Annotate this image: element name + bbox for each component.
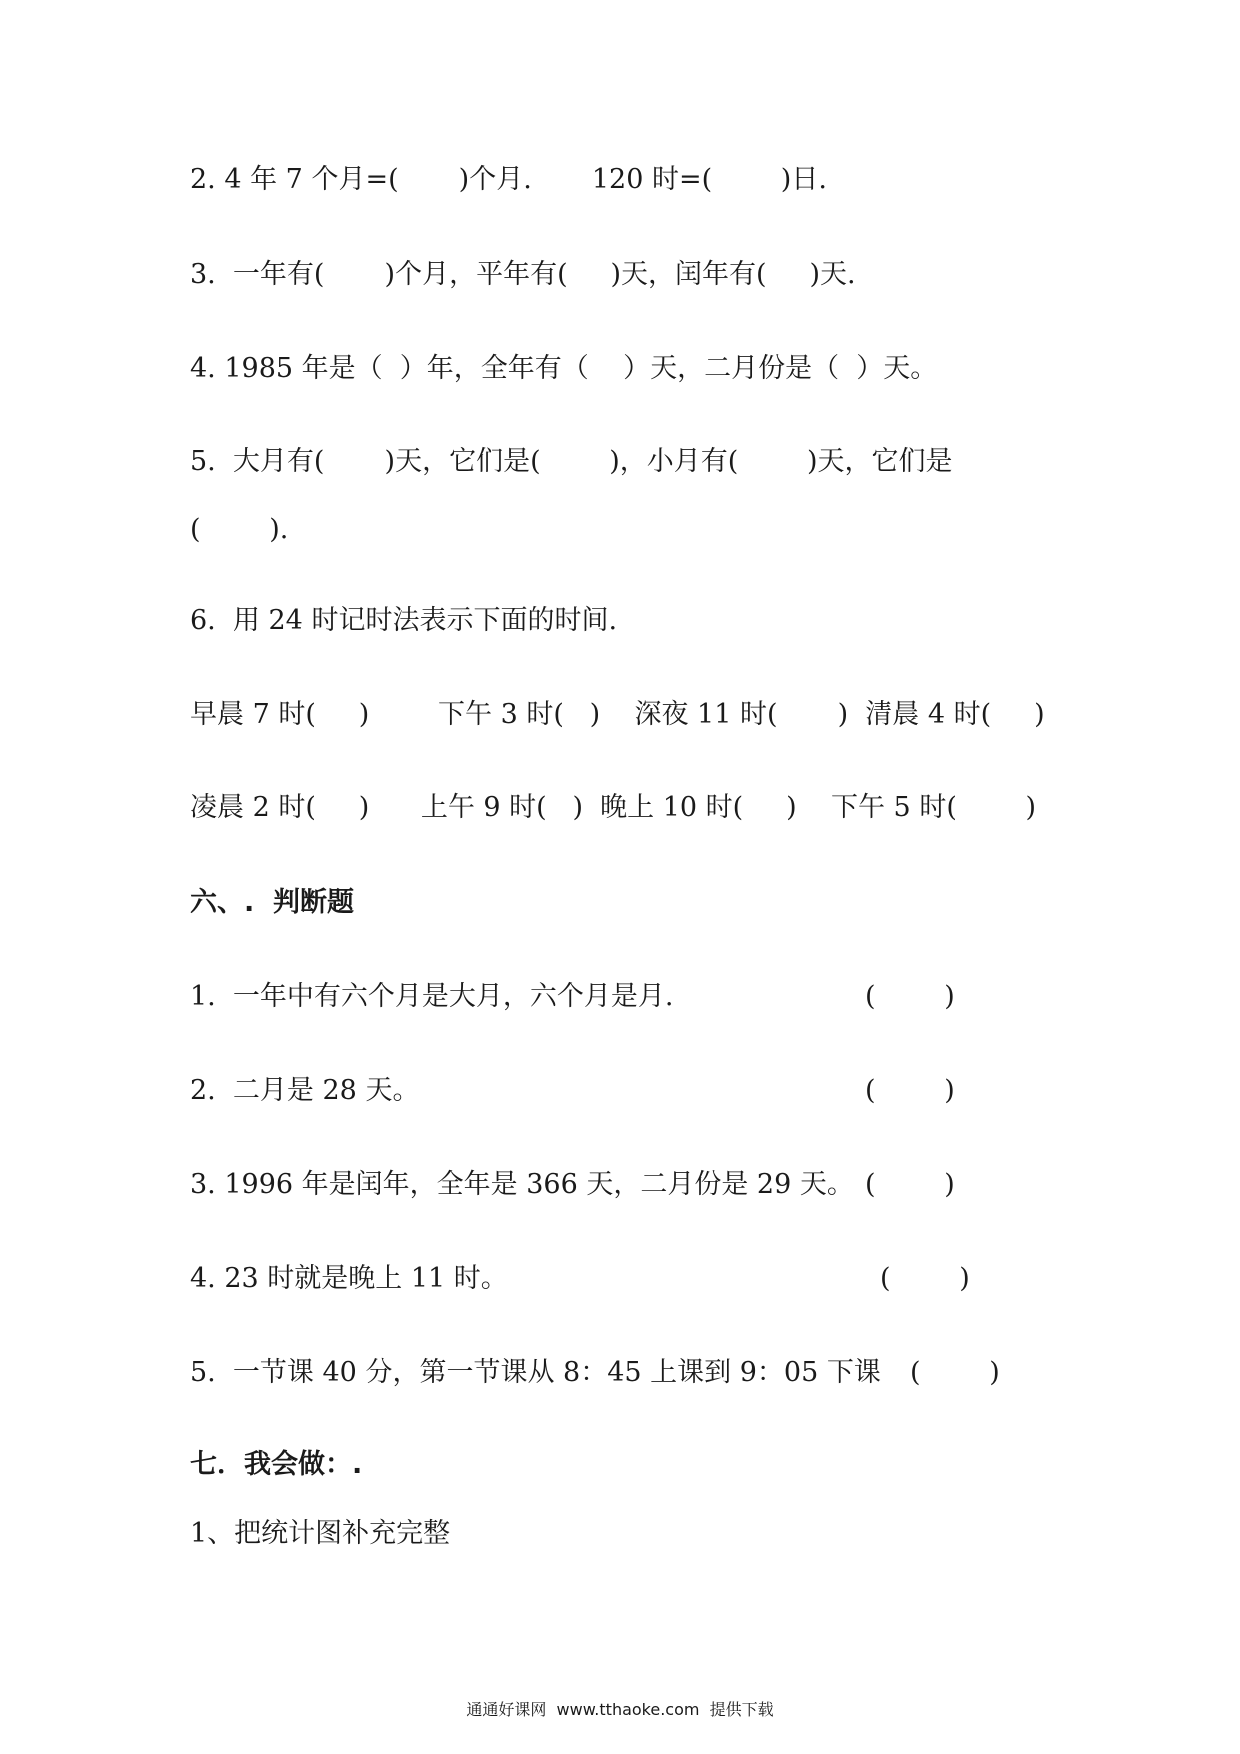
section-heading-doing: 七．我会做：. (190, 1449, 363, 1480)
question-6: 6. 用 24 时记时法表示下面的时间. (190, 605, 618, 636)
question-5-line-2: ( ). (190, 514, 289, 545)
question-6-row-1: 早晨 7 时( ) 下午 3 时( ) 深夜 11 时( ) 清晨 4 时( ) (190, 699, 1045, 730)
question-6-row-2: 凌晨 2 时( ) 上午 9 时( ) 晚上 10 时( ) 下午 5 时( ) (190, 792, 1037, 823)
judge-item-1: 1. 一年中有六个月是大月，六个月是月. (190, 981, 674, 1012)
question-5-line-1: 5. 大月有( )天，它们是( )，小月有( )天，它们是 (190, 446, 953, 477)
judge-answer-1: ( ) (865, 981, 955, 1012)
question-4: 4. 1985 年是（ ）年，全年有（ ）天，二月份是（ ）天。 (190, 353, 938, 384)
judge-item-2: 2. 二月是 28 天。 (190, 1075, 420, 1106)
judge-item-3: 3. 1996 年是闰年，全年是 366 天，二月份是 29 天。 (190, 1169, 854, 1200)
judge-answer-4: ( ) (880, 1263, 970, 1294)
question-2: 2. 4 年 7 个月=( )个月. 120 时=( )日. (190, 164, 827, 195)
judge-answer-2: ( ) (865, 1075, 955, 1106)
doing-item-1: 1、把统计图补充完整 (190, 1518, 451, 1549)
section-heading-judge: 六、. 判断题 (190, 887, 355, 918)
judge-item-4: 4. 23 时就是晚上 11 时。 (190, 1263, 508, 1294)
judge-item-5: 5. 一节课 40 分，第一节课从 8：45 上课到 9：05 下课 (190, 1357, 881, 1388)
judge-answer-5: ( ) (910, 1357, 1000, 1388)
judge-answer-3: ( ) (865, 1169, 955, 1200)
page-footer: 通通好课网 www.tthaoke.com 提供下载 (466, 1700, 774, 1719)
question-3: 3. 一年有( )个月，平年有( )天，闰年有( )天. (190, 259, 856, 290)
